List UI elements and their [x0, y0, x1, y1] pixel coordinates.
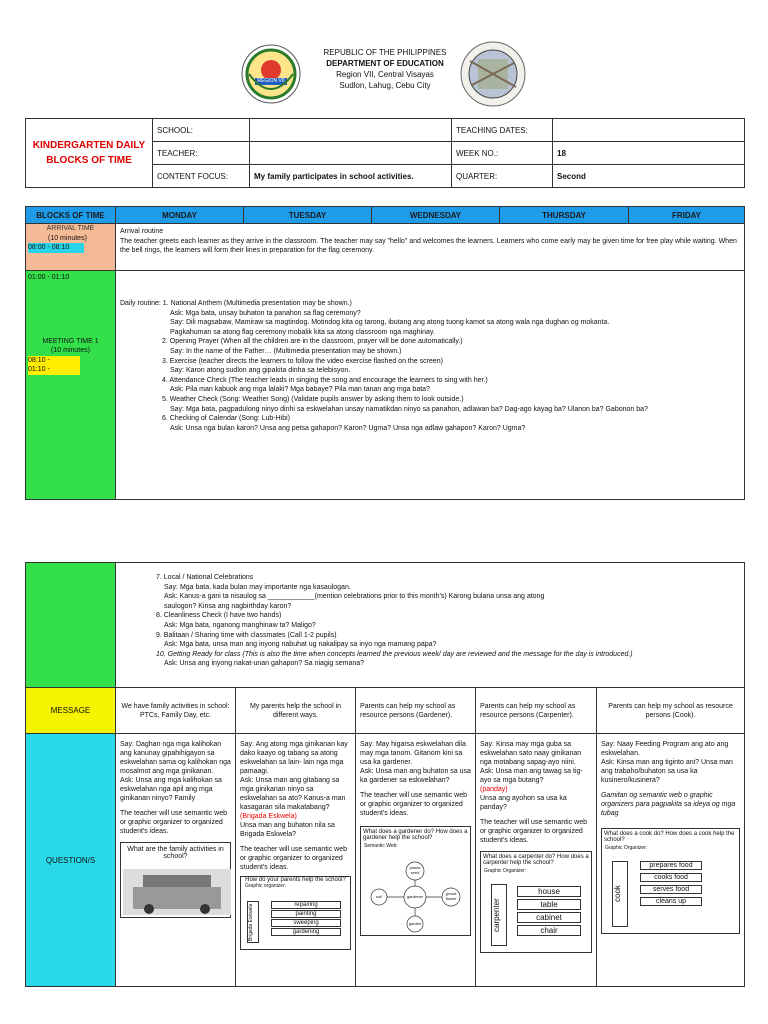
schedule-table-continued	[25, 562, 745, 987]
meeting-time-1: 08:10 -	[28, 356, 80, 366]
meeting-top-time: 01:00 - 01:10	[28, 274, 70, 281]
message-monday: We have family activities in school: PTCs, Family Day, etc.	[116, 688, 236, 734]
routine-cont-line: 8. Cleanliness Check (I have two hands)	[156, 612, 282, 620]
fri-ws-sub: Graphic Organizer:	[605, 845, 648, 851]
fri-note: Gamitan og semantic web o graphic organizers para pagpakita sa ideya og mga tubag	[601, 792, 736, 817]
fri-ws-side: cook	[612, 861, 628, 927]
routine-cont-line: Ask: Unsa ang inyong nakat-unan gahapon? Sa niagig semana?	[164, 660, 365, 668]
header-republic: REPUBLIC OF THE PHILIPPINES	[323, 48, 447, 57]
col-friday: FRIDAY	[629, 207, 745, 224]
wed-worksheet	[360, 826, 471, 936]
routine-line: Say: Karon atong sudlon ang gipakita dinha sa telebisyon.	[170, 367, 351, 375]
routine-cont-line: 9. Balitaan / Sharing time with classmates (Call 1-2 pupils)	[156, 631, 337, 639]
wed-ws-title: What does a gardener do? How does a gardener help the school?	[363, 829, 468, 841]
tue-ws-item: gardening	[271, 928, 341, 936]
header-department: DEPARTMENT OF EDUCATION	[326, 59, 444, 68]
col-monday: MONDAY	[116, 207, 244, 224]
routine-line: Say: Mga bata, pagpadulong ninyo dinhi sa eskwelahan unsay namatikdan ninyo sa panahon, adlawan ba? Dag-ago kayag ba? Ulanon ba? Gabonon ba?	[170, 405, 648, 413]
wed-ws-node: garden	[408, 921, 422, 926]
thu-ws-side: carpenter	[491, 884, 507, 946]
tue-ws-side: Brigada Eskwela	[247, 901, 259, 943]
meeting-label: MEETING TIME 1	[42, 337, 99, 345]
daily-routine-cell	[116, 271, 745, 500]
meeting-time-2: 01:10 -	[28, 365, 80, 375]
thu-ws-title: What does a carpenter do? How does a carpenter help the school?	[483, 854, 589, 866]
arrival-time: 08:00 - 08:10	[28, 243, 84, 253]
routine-line: 3. Exercise (teacher directs the learners to follow the video exercise flashed on the screen)	[162, 357, 443, 365]
info-table	[25, 118, 745, 188]
tue-ask2: Unsa man ang buhaton nila sa Brigada Eskwela?	[240, 822, 335, 838]
page-title: KINDERGARTEN DAILY BLOCKS OF TIME	[32, 140, 146, 166]
tue-ws-title: How do your parents help the school?	[245, 877, 346, 883]
col-tuesday: TUESDAY	[244, 207, 372, 224]
routine-cont-line: Ask: Mga bata, unsa man ang inyong nabuhat ug nakalipay sa inyo nga mamang papa?	[164, 641, 437, 649]
thu-ws-item: chair	[517, 925, 581, 936]
dates-label: TEACHING DATES:	[452, 119, 553, 142]
quarter-label: QUARTER:	[452, 165, 553, 188]
arrival-heading: Arrival routine	[120, 228, 164, 235]
tue-ws-item: repairing	[271, 901, 341, 909]
wed-ws-center: gardener	[406, 894, 423, 899]
routine-line: Say: Dili magsabaw, Mamiraw sa magtindog. Motindog kita og tarong, ibutang ang atong tuong kamot sa atong wala nga dughan og mokanta.	[170, 319, 610, 327]
routine-line: Say: In the name of the Father… (Multimedia presentation may be shown.)	[170, 347, 402, 355]
mon-note: The teacher will use semantic web or graphic organizer to organized student's ideas.	[120, 810, 227, 835]
tue-red: (Brigada Eskwela)	[240, 813, 297, 820]
message-friday: Parents can help my school as resource persons (Cook).	[597, 688, 745, 734]
week-label: WEEK NO.:	[452, 142, 553, 165]
wed-ws-node: plants seed	[409, 865, 421, 875]
school-value	[250, 119, 452, 142]
dates-value	[553, 119, 745, 142]
wed-say: Say: May higarsa eskwelahan dila may mga tanom. Gitanom kini sa usa ka gardener.	[360, 741, 466, 766]
fri-ws-item: cooks food	[640, 873, 702, 882]
mon-say: Say: Daghan nga mga kalihokan ang kanunay gipahihigayon sa eskwelahan sama og kalihokan nga mosalmot ang mga ginikanan.	[120, 741, 231, 775]
tue-worksheet	[240, 876, 351, 950]
thu-ws-item: cabinet	[517, 912, 581, 923]
week-value: 18	[553, 142, 745, 165]
questions-monday	[116, 734, 236, 987]
focus-value: My family participates in school activities.	[250, 165, 452, 188]
division-seal	[460, 41, 526, 107]
wed-ws-node: grows flower	[445, 891, 457, 901]
routine-cont-line: 7. Local / National Celebrations	[156, 574, 254, 581]
header-address: Sudlon, Lahug, Cebu City	[339, 81, 431, 90]
wed-ws-node: soil	[375, 894, 382, 899]
routine-cont-line: 10. Getting Ready for class (This is also the time when concepts learned the previous week/ day are reviewed and the message for the day is introduced.)	[156, 650, 633, 658]
family-activity-illustration	[123, 869, 231, 915]
tue-say: Say: Ang atong mga ginikanan kay dako kaayo og tabang sa atong eskwelahan sa lain- lain nga mga pamaagi.	[240, 741, 348, 775]
arrival-label: ARRIVAL TIME	[46, 225, 95, 232]
wed-note: The teacher will use semantic web or graphic organizer to organized student's ideas.	[360, 792, 467, 817]
thu-say: Say: Kinsa may mga guba sa eskwelahan sato naay ginikanan nga motabang sapag-ayo niini.	[480, 741, 582, 766]
routine-cont-line: Ask: Kanus-a gani ta nisaulog sa ____________(mention celebrations prior to this month's) Karong bulana unsa ang atong	[164, 593, 545, 601]
fri-ask: Ask: Kinsa man ang tiginto ani? Unsa man ang trabaho/buhaton sa usa ka kusinero/kusinera?	[601, 759, 733, 784]
fri-ws-item: cleans up	[640, 897, 702, 906]
routine-cont-cell	[116, 563, 745, 688]
agency-header	[300, 47, 470, 91]
thu-ws-item: table	[517, 899, 581, 910]
questions-friday	[597, 734, 745, 987]
col-thursday: THURSDAY	[500, 207, 629, 224]
meeting-duration: (10 minutes)	[51, 347, 90, 355]
thu-ask2: Unsa ang ayohon sa usa ka panday?	[480, 795, 567, 811]
fri-ws-title: What does a cook do? How does a cook help the school?	[604, 831, 735, 843]
message-wednesday: Parents can help my school as resource persons (Gardener).	[356, 688, 476, 734]
arrival-text: The teacher greets each learner as they arrive in the classroom. The teacher may say "hello" and welcomes the learners. Learners who come early may be given time for free play while waiting. When the bell rings, the learners will form their lines in preparation for the flag ceremony.	[120, 237, 737, 255]
fri-ws-item: serves food	[640, 885, 702, 894]
routine-line: Pagkahuman sa atong flag ceremony mobalik kita sa atong classroom nga maghinay.	[170, 328, 435, 336]
col-blocks: BLOCKS OF TIME	[26, 207, 116, 224]
thu-red: (panday)	[480, 786, 508, 793]
routine-line: Ask: Unsa nga bulan karon? Unsa ang petsa gahapon? Karon? Ugma? Unsa nga adlaw gahapon? Karon? Ugma?	[170, 424, 526, 432]
region-seal	[241, 44, 301, 104]
school-label: SCHOOL:	[153, 119, 250, 142]
questions-thursday	[476, 734, 597, 987]
routine-line: Ask: Mga bata, unsay buhaton ta panahon sa flag ceremony?	[170, 309, 361, 317]
seal-label: REGION VII	[257, 78, 285, 84]
meeting-cont-cell	[26, 563, 116, 688]
fri-say: Say: Naay Feeding Program ang ato ang eskwelahan.	[601, 741, 729, 757]
schedule-table	[25, 206, 745, 500]
focus-label: CONTENT FOCUS:	[153, 165, 250, 188]
thu-note: The teacher will use semantic web or graphic organizer to organized student's ideas.	[480, 819, 587, 844]
thu-ask: Ask: Unsa man ang tawag sa tig- ayo sa mga butang?	[480, 768, 583, 784]
thu-ws-item: house	[517, 886, 581, 897]
tue-ws-item: painting	[271, 910, 341, 918]
mon-worksheet	[120, 842, 231, 918]
routine-line: Daily routine: 1. National Anthem (Multimedia presentation may be shown.)	[120, 300, 352, 307]
questions-label: QUESTION/S	[26, 734, 116, 987]
wed-ws-sub: Semantic Web:	[364, 843, 398, 849]
message-thursday: Parents can help my school as resource persons (Carpenter).	[476, 688, 597, 734]
quarter-value: Second	[553, 165, 745, 188]
teacher-value	[250, 142, 452, 165]
mon-ask: Ask: Unsa ang mga kalihokan sa eskwelahan nga apil ang mga ginikanan ninyo? Family	[120, 777, 222, 802]
fri-worksheet	[601, 828, 740, 934]
routine-line: 4. Attendance Check (The teacher leads in singing the song and encourage the learners to sing with her.)	[162, 376, 488, 384]
routine-line: 2. Opening Prayer (When all the children are in the classroom, prayer will be done automatically.)	[162, 338, 463, 346]
wed-ask: Ask: Unsa man ang buhaton sa usa ka gardener sa eskwelahan?	[360, 768, 471, 784]
tue-ws-item: sweeping	[271, 919, 341, 927]
tue-ask: Ask: Unsa man ang gitabang sa mga ginikanan ninyo sa eskwelahan sa ato? Kanus-a man kasagaran sila makatabang?	[240, 777, 346, 811]
arrival-time-cell	[26, 224, 116, 271]
tue-ws-sub: Graphic organizer:	[245, 883, 287, 889]
arrival-routine-cell	[116, 224, 745, 271]
questions-wednesday	[356, 734, 476, 987]
tue-note: The teacher will use semantic web or graphic organizer to organized student's ideas.	[240, 846, 347, 871]
mon-ws-title: What are the family activities in school?	[127, 846, 224, 860]
fri-ws-item: prepares food	[640, 861, 702, 870]
meeting-time-cell	[26, 271, 116, 500]
questions-tuesday	[236, 734, 356, 987]
thu-worksheet	[480, 851, 592, 953]
teacher-label: TEACHER:	[153, 142, 250, 165]
message-tuesday: My parents help the school in different ways.	[236, 688, 356, 734]
arrival-duration: (10 minutes)	[48, 234, 87, 242]
title-cell	[26, 119, 153, 188]
routine-cont-line: saulogon? Kinsa ang nagbirthday karon?	[164, 602, 292, 610]
header-region: Region VII, Central Visayas	[336, 70, 434, 79]
message-label: MESSAGE	[26, 688, 116, 734]
routine-line: 5. Weather Check (Song: Weather Song) (Validate pupils answer by asking them to look outside.)	[162, 395, 464, 403]
routine-cont-line: Say: Mga bata, kada bulan may importante nga kasaulogan.	[164, 583, 351, 591]
routine-line: 6. Checking of Calendar (Song: Lub-Hibi)	[162, 415, 291, 423]
thu-ws-sub: Graphic Organizer:	[484, 868, 527, 874]
col-wednesday: WEDNESDAY	[372, 207, 500, 224]
routine-line: Ask: Pila man kabuok ang mga lalaki? Mga babaye? Pila man tanan ang mga bata?	[170, 386, 430, 394]
routine-cont-line: Ask: Mga bata, nganong manghinaw ta? Maligo?	[164, 621, 316, 629]
